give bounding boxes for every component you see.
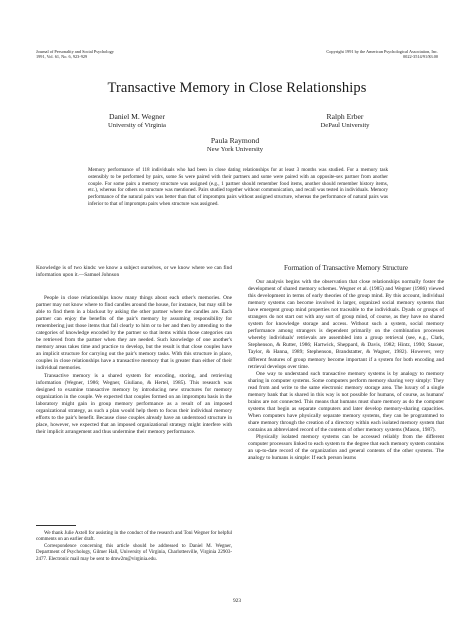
footnote-acknowledgment: We thank Julie Axtell for assisting in the conduct of the research and Toni Wegner for helpful comments on an earlier draft.: [36, 531, 232, 543]
copyright-notice: Copyright 1991 by the American Psychological Association, Inc.: [326, 49, 438, 54]
body-paragraph: People in close relationships know many things about each other's memories. One partner may not know where to find candles around the house, for instance, but may still be able to find them in a blackout by asking the other partner where the candles are. Each partner can enjoy the benefits of the pair's memory by assuming responsibility for remembering just those items that fall clearly to him or to her and then by attending to the categories of knowledge encoded by the partner so that items within those categories can be retrieved from the partner when they are needed. Such knowledge of one another's memory areas takes time and practice to develop, but the result is that close couples have an implicit structure for carrying out the pair's memory tasks. With this structure in place, couples in close relationships have a transactive memory that is greater than either of their individual memories.: [36, 295, 232, 372]
author-block: [82, 113, 192, 130]
right-column-body: [248, 279, 444, 462]
page-number: 923: [232, 598, 242, 604]
epigraph: [36, 265, 232, 279]
author-name: Paula Raymond: [210, 136, 260, 145]
journal-volume: 1991, Vol. 61, No. 6, 923-929: [36, 54, 88, 60]
journal-name: Journal of Personality and Social Psychology: [36, 49, 114, 54]
left-column-body: [36, 295, 232, 436]
epigraph-text: Knowledge is of two kinds: we know a subject ourselves, or we know where we can find information upon it.—Samuel Johnson: [36, 265, 232, 279]
body-paragraph: One way to understand such transactive memory systems is by analogy to memory sharing in computer systems. Some computers perform memory sharing very simply: They read from and write to the same electronic memory storage area. The luxury of a single memory bank that is shared in this way is not possible for humans, of course, as humans' brains are not connected. This means that humans must share memory as do the computer systems that begin as separate computers and later develop memory-sharing capacities. When computers have physically separate memory systems, they can be programmed to share memory through the creation of a directory within each isolated memory system that contains an abbreviated record of the contents of other memory systems (Mason, 1987).: [248, 370, 444, 433]
body-paragraph: Physically isolated memory systems can be accessed reliably from the different computer processors linked to each system to the degree that each memory system contains an up-to-date record of the organization and general contents of the other systems. The analogy to humans is simple: If each person learns: [248, 434, 444, 462]
author-block: [300, 113, 390, 130]
journal-header: [36, 49, 114, 60]
copyright-header: [326, 49, 438, 60]
author-block: [180, 137, 290, 154]
body-paragraph: Our analysis begins with the observation that close relationships normally foster the development of shared memory schemes. Wegner et al. (1985) and Wegner (1986) viewed this development in terms of early theories of the group mind. By this account, individual memory systems can become involved in larger, organized social memory systems that have emergent group mind properties not traceable to the individuals. Dyads or groups of strangers do not start out with any sort of group mind, of course, as they have no shared system for knowledge storage and access. Without such a system, social memory performance among strangers is dependent primarily on the combination processes whereby individuals' retrievals are assembled into a group retrieval (see, e.g., Clark, Stephenson, & Rutter, 1986; Hartwick, Sheppard, & Davis, 1982; Hintz, 1990; Stasser, Taylor, & Hanna, 1989; Stephenson, Brandstatter, & Wagner, 1982). However, very different features of group memory become important if a system for both encoding and retrieval develops over time.: [248, 279, 444, 370]
footnote-divider: [36, 525, 76, 526]
footnotes: [36, 531, 232, 563]
article-title: Transactive Memory in Close Relationships: [107, 80, 367, 96]
article-code: 0022-3514/91/$3.00: [403, 54, 438, 60]
author-name: Daniel M. Wegner: [109, 112, 165, 121]
author-name: Ralph Erber: [326, 112, 364, 121]
body-paragraph: Transactive memory is a shared system for encoding, storing, and retrieving information (Wegner, 1986; Wegner, Giuliano, & Hertel, 1985). This research was designed to examine transactive memory by introducing new structures for memory organization in the couple. We expected that couples formed on an impromptu basis in the laboratory might gain in group memory performance as a result of an imposed organizational strategy, as such a plan would help them to focus their individual memory efforts to the pair's benefit. Because close couples already have an understood structure in place, however, we expected that an imposed organizational strategy might interfere with their implicit arrangement and thus undermine their memory performance.: [36, 372, 232, 435]
abstract: Memory performance of 118 individuals who had been in close dating relationships for at least 3 months was studied. For a memory task ostensibly to be performed by pairs, some Ss were paired with their partners and some were paired with an opposite-sex partner from another couple. For some pairs a memory structure was assigned (e.g., 1 partner should remember food items, another should remember history items, etc.), whereas for others no structure was mentioned. Pairs studied together without communication, and recall was tested in individuals. Memory performance of the natural pairs was better than that of impromptu pairs without assigned structure, whereas the performance of natural pairs was inferior to that of impromptu pairs when structure was assigned.: [88, 167, 388, 207]
author-affiliation: DePaul University: [320, 121, 370, 129]
author-affiliation: New York University: [206, 145, 264, 153]
section-heading: Formation of Transactive Memory Structure: [283, 264, 409, 272]
author-affiliation: University of Virginia: [108, 121, 166, 129]
footnote-correspondence: Correspondence concerning this article should be addressed to Daniel M. Wegner, Department of Psychology, Gilmer Hall, University of Virginia, Charlottesville, Virginia 22903-2477. Electronic mail may be sent to dmw2m@virginia.edu.: [36, 543, 232, 562]
